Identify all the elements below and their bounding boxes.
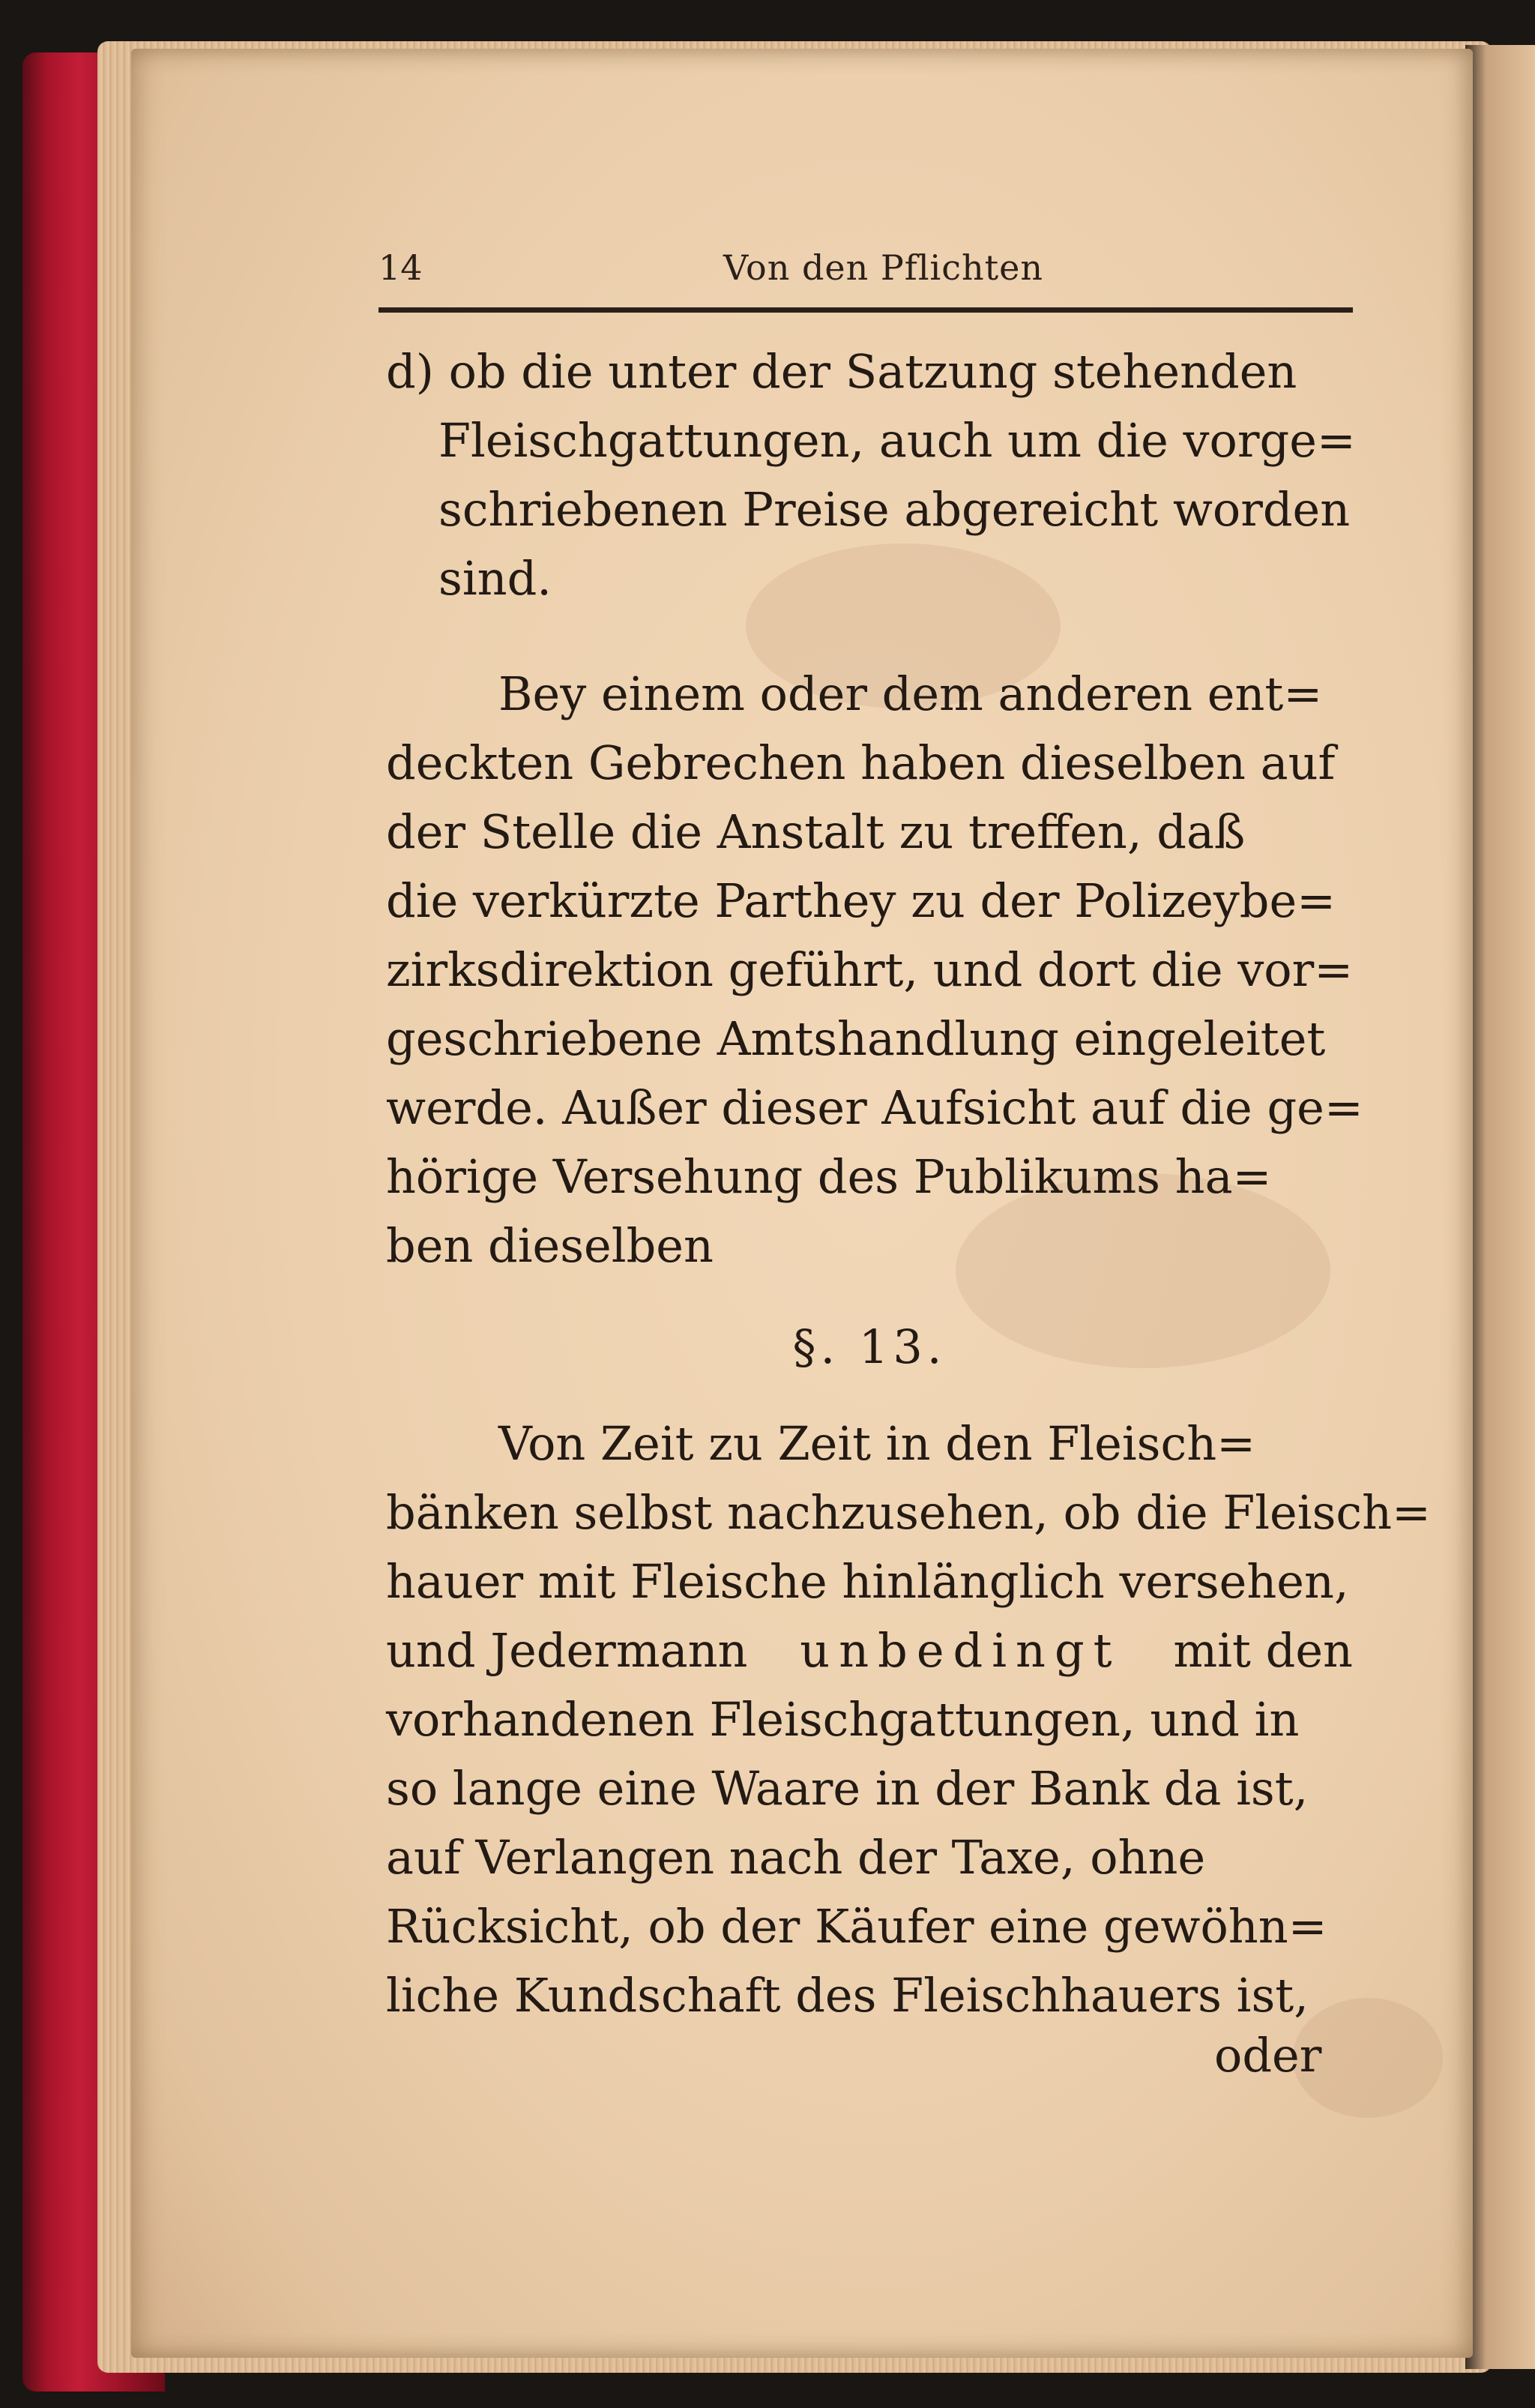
text-line: vorhandenen Fleischgattungen, und in bbox=[386, 1692, 1300, 1747]
text-line: schriebenen Preise abgereicht worden bbox=[438, 482, 1351, 537]
text-line-spaced bbox=[386, 1616, 1353, 1685]
text-line: auf Verlangen nach der Taxe, ohne bbox=[386, 1830, 1206, 1885]
text-line: so lange eine Waare in der Bank da ist, bbox=[386, 1761, 1309, 1816]
facing-page-edge bbox=[1465, 45, 1535, 2369]
paragraph-1 bbox=[386, 660, 1363, 1280]
text-line: Bey einem oder dem anderen ent= bbox=[498, 666, 1323, 721]
text-line: Fleischgattungen, auch um die vorge= bbox=[438, 413, 1356, 468]
page-header bbox=[379, 247, 1353, 292]
text-line: die verkürzte Parthey zu der Polizeybe= bbox=[386, 873, 1336, 928]
catchword: oder bbox=[1214, 2028, 1322, 2083]
text-line: liche Kundschaft des Fleischhauers ist, bbox=[386, 1968, 1309, 2023]
text-line: ben dieselben bbox=[386, 1218, 714, 1273]
header-rule bbox=[379, 307, 1353, 313]
item-d-block bbox=[386, 337, 1356, 613]
page-number: 14 bbox=[379, 247, 423, 288]
paragraph-2 bbox=[386, 1409, 1432, 2030]
running-head: Von den Pflichten bbox=[723, 247, 1043, 288]
text-line: geschriebene Amtshandlung eingeleitet bbox=[386, 1011, 1326, 1066]
text-line: Rücksicht, ob der Käufer eine gewöhn= bbox=[386, 1899, 1327, 1954]
emphasized-word: unbedingt bbox=[800, 1623, 1121, 1678]
text-line: bänken selbst nachzusehen, ob die Fleisch= bbox=[386, 1485, 1432, 1540]
text-line: werde. Außer dieser Aufsicht auf die ge= bbox=[386, 1080, 1363, 1135]
text-line: sind. bbox=[438, 551, 552, 606]
text-line: hörige Versehung des Publikums ha= bbox=[386, 1149, 1272, 1204]
text-fragment: und Jedermann bbox=[386, 1623, 748, 1678]
text-line: der Stelle die Anstalt zu treffen, daß bbox=[386, 804, 1246, 859]
text-line: d) ob die unter der Satzung stehenden bbox=[386, 344, 1297, 399]
section-heading: §. 13. bbox=[792, 1319, 947, 1374]
text-line: zirksdirektion geführt, und dort die vor= bbox=[386, 942, 1354, 997]
text-line: deckten Gebrechen haben dieselben auf bbox=[386, 735, 1336, 790]
text-fragment: mit den bbox=[1173, 1623, 1353, 1678]
text-line: hauer mit Fleische hinlänglich versehen, bbox=[386, 1554, 1349, 1609]
text-line: Von Zeit zu Zeit in den Fleisch= bbox=[498, 1416, 1256, 1471]
